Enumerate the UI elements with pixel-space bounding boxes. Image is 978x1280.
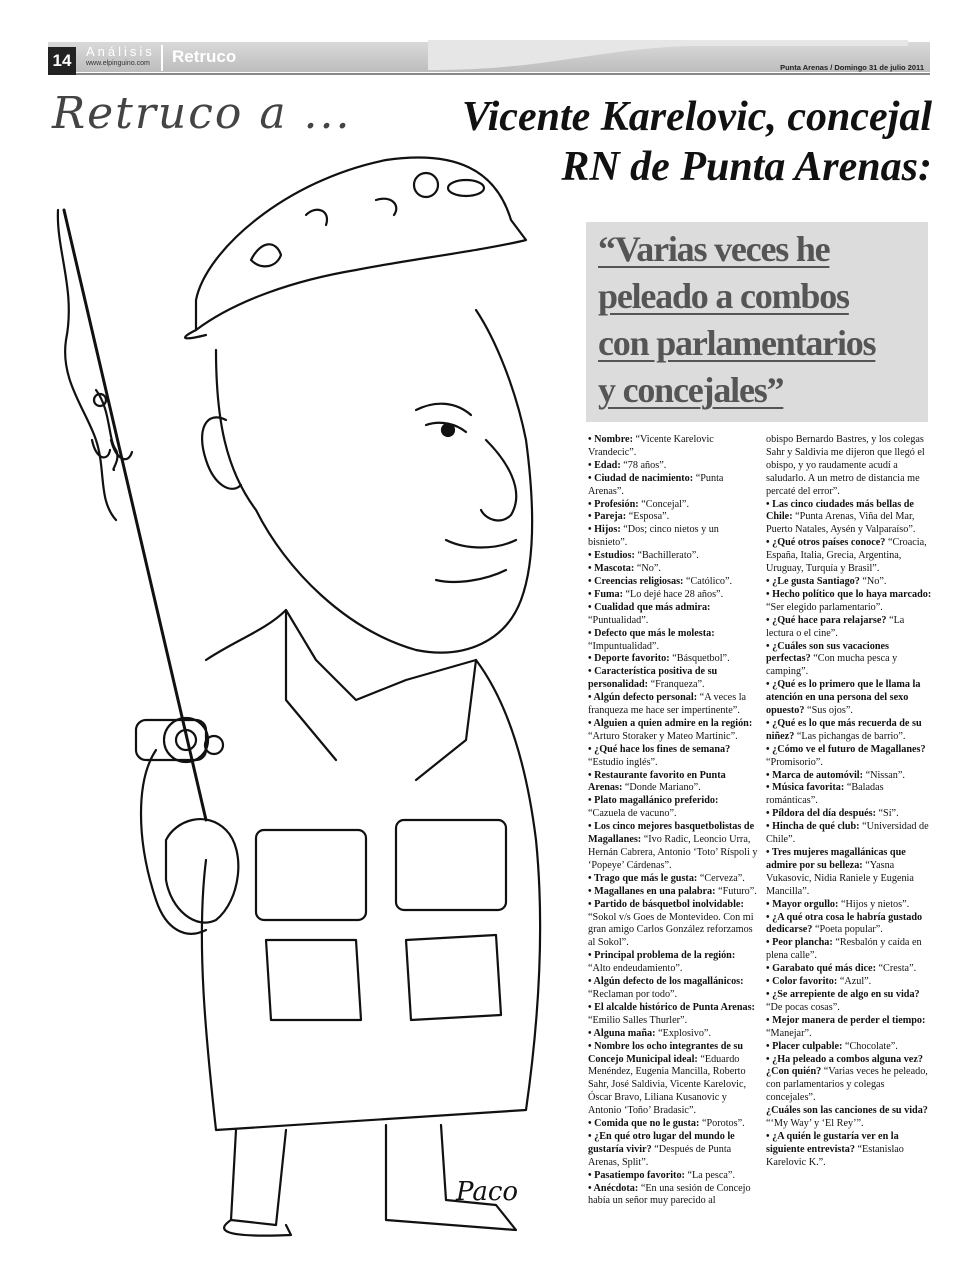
interview-question: • Hijos: bbox=[588, 524, 621, 536]
interview-answer: “Croacia, España, Italia, Grecia, Argentina, Uruguay, Turquía y Brasil”. bbox=[766, 537, 927, 575]
interview-entry bbox=[588, 460, 758, 473]
interview-entry bbox=[588, 821, 758, 873]
interview-question: • Música favorita: bbox=[766, 782, 845, 794]
interview-answer: “Católico”. bbox=[683, 575, 733, 587]
interview-question: • Placer culpable: bbox=[766, 1040, 843, 1052]
interview-answer: “Ivo Radic, Leoncio Urra, Hernán Cabrera, Antonio ‘Toto’ Ríspoli y ‘Popeye’ Cárdenas”. bbox=[588, 834, 758, 871]
interview-entry bbox=[588, 1183, 758, 1209]
interview-entry bbox=[588, 1170, 758, 1183]
interview-answer: “La lectura o el cine”. bbox=[766, 614, 905, 639]
interview-answer: “No”. bbox=[859, 575, 887, 587]
interview-entry bbox=[588, 795, 758, 821]
interview-answer: “Sí”. bbox=[875, 808, 899, 820]
interview-entry bbox=[588, 1118, 758, 1131]
interview-entry bbox=[588, 473, 758, 499]
interview-entry bbox=[766, 1054, 932, 1106]
interview-entry bbox=[588, 770, 758, 796]
interview-question: • ¿Qué es lo primero que le llama la atención en una persona del sexo opuesto? bbox=[766, 679, 921, 717]
interview-answer: “Impuntualidad”. bbox=[588, 640, 660, 652]
interview-entry bbox=[588, 666, 758, 692]
interview-entry bbox=[766, 912, 932, 938]
interview-entry bbox=[766, 976, 932, 989]
interview-entry bbox=[588, 589, 758, 602]
interview-question: • Magallanes en una palabra: bbox=[588, 885, 716, 897]
interview-entry bbox=[588, 602, 758, 628]
interview-question: • ¿Qué hace para relajarse? bbox=[766, 614, 887, 626]
interview-question: • Restaurante favorito en Punta Arenas: bbox=[588, 769, 726, 794]
interview-question: • Característica positiva de su personalidad: bbox=[588, 666, 718, 691]
interview-entry bbox=[588, 576, 758, 589]
interview-question: • Pareja: bbox=[588, 511, 627, 523]
interview-question: • ¿Ha peleado a combos alguna vez? ¿Con quién? bbox=[766, 1053, 923, 1078]
interview-question: • Hincha de qué club: bbox=[766, 821, 860, 833]
interview-question: • ¿En qué otro lugar del mundo le gustaría vivir? bbox=[588, 1130, 735, 1155]
interview-entry bbox=[766, 821, 932, 847]
interview-entry bbox=[588, 563, 758, 576]
interview-answer: “Explosivo”. bbox=[655, 1027, 712, 1039]
interview-entry bbox=[588, 628, 758, 654]
interview-entry bbox=[588, 511, 758, 524]
interview-answer: “Universidad de Chile”. bbox=[766, 821, 929, 846]
interview-entry bbox=[766, 589, 932, 615]
interview-entry bbox=[766, 1015, 932, 1041]
interview-question: • ¿Cómo ve el futuro de Magallanes? bbox=[766, 743, 926, 755]
interview-entry bbox=[588, 524, 758, 550]
interview-answer: “Chocolate”. bbox=[842, 1040, 898, 1052]
interview-answer: “Estudio inglés”. bbox=[588, 756, 658, 768]
pull-quote-box bbox=[586, 222, 928, 422]
interview-question: • ¿Qué es lo que más recuerda de su niñez? bbox=[766, 717, 922, 742]
interview-question: • Creencias religiosas: bbox=[588, 575, 684, 587]
interview-question: • ¿Qué otros países conoce? bbox=[766, 537, 886, 549]
interview-question: • ¿Cuáles son sus vacaciones perfectas? bbox=[766, 640, 890, 665]
interview-question: • Edad: bbox=[588, 459, 621, 471]
pull-quote-line: peleado a combos bbox=[598, 276, 849, 316]
interview-answer: “Reclaman por todo”. bbox=[588, 988, 678, 1000]
interview-answer: “Punta Arenas”. bbox=[588, 472, 724, 497]
interview-answer: “Con mucha pesca y camping”. bbox=[766, 653, 898, 678]
interview-answer: “A veces la franqueza me hace ser impertinente”. bbox=[588, 692, 747, 717]
interview-entry bbox=[766, 499, 932, 538]
interview-question: • Nombre: bbox=[588, 434, 633, 445]
interview-answer: “Azul”. bbox=[837, 976, 872, 988]
interview-answer: “Futuro”. bbox=[715, 885, 757, 897]
interview-answer: “Poeta popular”. bbox=[812, 924, 883, 936]
interview-question: • Peor plancha: bbox=[766, 937, 833, 949]
interview-question: • Anécdota: bbox=[588, 1182, 639, 1194]
section-name: Retruco bbox=[172, 47, 237, 66]
script-title: Retruco a ... bbox=[52, 88, 352, 139]
interview-answer: “Promisorio”. bbox=[766, 756, 823, 768]
interview-answer: “Arturo Storaker y Mateo Martinic”. bbox=[588, 730, 738, 742]
dateline: Punta Arenas / Domingo 31 de julio 2011 bbox=[780, 63, 924, 72]
page-header bbox=[48, 42, 930, 76]
interview-entry bbox=[766, 963, 932, 976]
interview-entry bbox=[766, 899, 932, 912]
interview-entry bbox=[588, 550, 758, 563]
interview-answer: “Dos; cinco nietos y un bisnieto”. bbox=[588, 524, 719, 549]
interview-answer: “‘My Way’ y ‘El Rey’”. bbox=[766, 1118, 864, 1130]
interview-question: • El alcalde histórico de Punta Arenas: bbox=[588, 1001, 755, 1013]
interview-entry bbox=[766, 744, 932, 770]
interview-entry bbox=[588, 873, 758, 886]
interview-entry bbox=[766, 641, 932, 680]
interview-answer: “Resbalón y caída en plena calle”. bbox=[766, 937, 922, 962]
interview-question: • ¿A quién le gustaría ver en la siguiente entrevista? bbox=[766, 1130, 899, 1155]
interview-entry bbox=[766, 847, 932, 899]
interview-entry bbox=[588, 653, 758, 666]
header-separator bbox=[161, 45, 163, 71]
interview-answer: “Estanislao Karelovic K.”. bbox=[766, 1143, 904, 1168]
page-number: 14 bbox=[48, 47, 76, 75]
interview-question: • Mascota: bbox=[588, 563, 635, 575]
interview-entry bbox=[766, 679, 932, 718]
interview-question: • Pasatiempo favorito: bbox=[588, 1169, 685, 1181]
interview-question: • Algún defecto personal: bbox=[588, 692, 698, 704]
interview-entry bbox=[766, 434, 932, 499]
interview-question: • Marca de automóvil: bbox=[766, 769, 864, 781]
interview-answer: “Manejar”. bbox=[766, 1027, 812, 1039]
interview-entry bbox=[766, 576, 932, 589]
interview-question: • Píldora del día después: bbox=[766, 808, 876, 820]
interview-answer: “Yasna Vukasovic, Nidia Raniele y Eugenia Mancilla”. bbox=[766, 859, 914, 897]
caricature-illustration bbox=[56, 140, 576, 1240]
interview-answer: “La pesca”. bbox=[684, 1169, 735, 1181]
interview-entry bbox=[588, 1028, 758, 1041]
interview-answer: “Eduardo Menéndez, Eugenia Mancilla, Roberto Sahr, José Saldivia, Vicente Karelovic, Óscar Bravo, Liliana Kusanovic y Antonio ‘Toño’ Bradasic”. bbox=[588, 1053, 747, 1117]
interview-question: • ¿Le gusta Santiago? bbox=[766, 575, 860, 587]
interview-answer: “Hijos y nietos”. bbox=[838, 898, 910, 910]
interview-entry bbox=[588, 434, 758, 460]
interview-entry bbox=[588, 1131, 758, 1170]
interview-entry bbox=[766, 615, 932, 641]
interview-answer: “De pocas cosas”. bbox=[766, 1001, 840, 1013]
interview-column-2 bbox=[766, 434, 932, 1170]
interview-question: • Trago que más le gusta: bbox=[588, 872, 698, 884]
interview-entry bbox=[766, 782, 932, 808]
interview-entry bbox=[588, 950, 758, 976]
interview-question: • Color favorito: bbox=[766, 976, 838, 988]
interview-entry bbox=[588, 499, 758, 512]
interview-answer: “Esposa”. bbox=[626, 511, 670, 523]
interview-question: • Alguien a quien admire en la región: bbox=[588, 717, 753, 729]
pull-quote bbox=[598, 226, 875, 414]
interview-answer: “En una sesión de Concejo había un señor muy parecido al bbox=[588, 1182, 751, 1207]
artist-signature: Paco bbox=[456, 1177, 519, 1207]
interview-answer: “78 años”. bbox=[620, 459, 667, 471]
interview-question: • Los cinco mejores basquetbolistas de Magallanes: bbox=[588, 821, 755, 846]
pull-quote-line: “Varias veces he bbox=[598, 229, 830, 269]
interview-answer: “No”. bbox=[634, 563, 661, 575]
interview-question: • Deporte favorito: bbox=[588, 653, 670, 665]
interview-answer: “Puntualidad”. bbox=[588, 614, 649, 626]
interview-entry bbox=[766, 537, 932, 576]
interview-answer: “Punta Arenas, Viña del Mar, Puerto Natales, Aysén y Valparaíso”. bbox=[766, 511, 916, 536]
interview-entry bbox=[588, 744, 758, 770]
interview-question: • Comida que no le gusta: bbox=[588, 1118, 700, 1130]
interview-entry bbox=[766, 718, 932, 744]
interview-answer: “Alto endeudamiento”. bbox=[588, 963, 683, 975]
interview-question: • Algún defecto de los magallánicos: bbox=[588, 976, 744, 988]
interview-question: • Profesión: bbox=[588, 498, 639, 510]
interview-answer: “Emilio Salles Thurler”. bbox=[588, 1014, 688, 1026]
headline-line-2: RN de Punta Arenas: bbox=[561, 144, 932, 190]
interview-answer: “Baladas románticas”. bbox=[766, 782, 884, 807]
interview-answer: “Básquetbol”. bbox=[669, 653, 730, 665]
interview-question: • ¿Se arrepiente de algo en su vida? bbox=[766, 988, 920, 1000]
interview-question: • ¿A qué otra cosa le habría gustado dedicarse? bbox=[766, 911, 923, 936]
interview-question: • Alguna maña: bbox=[588, 1027, 656, 1039]
interview-answer: “Bachillerato”. bbox=[634, 550, 699, 562]
headline-line-1: Vicente Karelovic, concejal bbox=[461, 94, 932, 140]
interview-entry bbox=[588, 1002, 758, 1028]
interview-answer: “Las pichangas de barrio”. bbox=[794, 730, 906, 742]
interview-answer: obispo Bernardo Bastres, y los colegas Sahr y Saldivia me dijeron que llegó el obispo, y yo raudamente acudí a saludarlo. A un metro de distancia me percaté del error”. bbox=[766, 434, 925, 497]
interview-entry bbox=[766, 937, 932, 963]
interview-entry bbox=[766, 989, 932, 1015]
interview-question: • Tres mujeres magallánicas que admire por su belleza: bbox=[766, 847, 906, 871]
interview-answer: “Donde Mariano”. bbox=[622, 782, 701, 794]
interview-question: • Ciudad de nacimiento: bbox=[588, 472, 694, 484]
interview-answer: “Cerveza”. bbox=[697, 872, 745, 884]
interview-question: • Fuma: bbox=[588, 588, 623, 600]
interview-answer: “Sokol v/s Goes de Montevideo. Con mi gran amigo Carlos González reforzamos al Sokol”. bbox=[588, 911, 754, 949]
interview-answer: “Concejal”. bbox=[638, 498, 689, 510]
interview-answer: “Varias veces he peleado, con parlamentarios y colegas concejales”. bbox=[766, 1066, 928, 1104]
pull-quote-line: y concejales” bbox=[598, 370, 784, 410]
interview-entry bbox=[588, 1041, 758, 1118]
interview-question: • Principal problema de la región: bbox=[588, 950, 736, 962]
interview-entry bbox=[588, 692, 758, 718]
interview-entry bbox=[766, 1105, 932, 1131]
interview-answer: “Sus ojos”. bbox=[804, 705, 853, 717]
interview-question: • Garabato qué más dice: bbox=[766, 963, 876, 975]
interview-question: • Hecho político que lo haya marcado: bbox=[766, 588, 932, 600]
interview-question: • Cualidad que más admira: bbox=[588, 601, 711, 613]
publication-logo: Análisis bbox=[86, 44, 155, 59]
interview-answer: “Vicente Karelovic Vrandecic”. bbox=[588, 434, 714, 458]
interview-entry bbox=[588, 718, 758, 744]
interview-question: • Mayor orgullo: bbox=[766, 898, 839, 910]
interview-question: • Nombre los ocho integrantes de su Concejo Municipal ideal: bbox=[588, 1040, 744, 1065]
interview-question: • Defecto que más le molesta: bbox=[588, 627, 715, 639]
interview-entry bbox=[588, 886, 758, 899]
interview-entry bbox=[766, 808, 932, 821]
interview-question: • Mejor manera de perder el tiempo: bbox=[766, 1014, 926, 1026]
interview-entry bbox=[588, 976, 758, 1002]
interview-answer: “Después de Punta Arenas, Split”. bbox=[588, 1143, 732, 1168]
interview-question: • ¿Qué hace los fines de semana? bbox=[588, 743, 731, 755]
interview-answer: “Cazuela de vacuno”. bbox=[588, 808, 677, 820]
interview-question: • Las cinco ciudades más bellas de Chile: bbox=[766, 498, 914, 523]
interview-question: • Estudios: bbox=[588, 550, 635, 562]
interview-entry bbox=[766, 770, 932, 783]
pull-quote-line: con parlamentarios bbox=[598, 323, 876, 363]
header-rule bbox=[48, 73, 930, 75]
interview-answer: “Franqueza”. bbox=[648, 679, 705, 691]
interview-entry bbox=[588, 899, 758, 951]
publication-url: www.elpinguino.com bbox=[86, 60, 150, 67]
interview-answer: “Ser elegido parlamentario”. bbox=[766, 601, 883, 613]
interview-entry bbox=[766, 1041, 932, 1054]
interview-question: • Plato magallánico preferido: bbox=[588, 795, 719, 807]
interview-answer: “Porotos”. bbox=[699, 1118, 745, 1130]
interview-answer: “Nissan”. bbox=[863, 769, 905, 781]
interview-answer: “Lo dejé hace 28 años”. bbox=[622, 588, 724, 600]
interview-entry bbox=[766, 1131, 932, 1170]
interview-column-1 bbox=[588, 434, 758, 1208]
interview-question: • Partido de básquetbol inolvidable: bbox=[588, 898, 744, 910]
interview-answer: “Cresta”. bbox=[875, 963, 917, 975]
interview-question: ¿Cuáles son las canciones de su vida? bbox=[766, 1105, 928, 1117]
